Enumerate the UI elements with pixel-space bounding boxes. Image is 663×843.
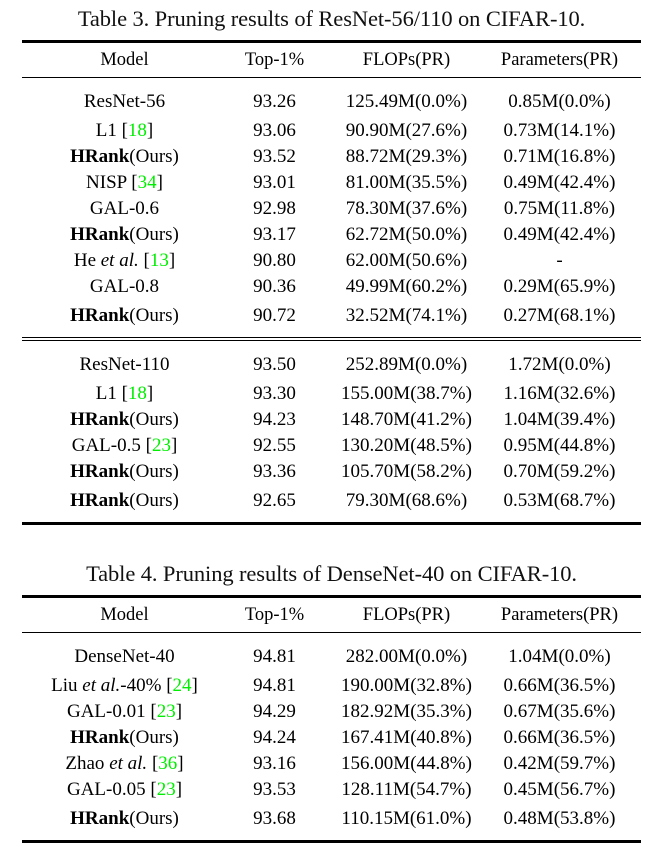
table-row bbox=[29, 777, 635, 803]
cell-flops: 130.20M(48.5%) bbox=[341, 435, 472, 457]
cell-flops: 78.30M(37.6%) bbox=[345, 198, 468, 220]
cell-flops: 125.49M(0.0%) bbox=[345, 91, 468, 113]
table-row bbox=[29, 196, 635, 222]
model-name: NISP bbox=[86, 172, 127, 194]
column-header-top1: Top-1% bbox=[244, 604, 305, 625]
column-header-flops: FLOPs(PR) bbox=[362, 604, 451, 625]
citation-bracket-open: [ bbox=[131, 172, 138, 194]
cell-flops: 190.00M(32.8%) bbox=[341, 675, 472, 697]
citation-bracket-open: [ bbox=[121, 120, 128, 142]
citation-ref[interactable] bbox=[122, 383, 154, 404]
table-4-section-0 bbox=[29, 633, 635, 840]
model-suffix: (Ours) bbox=[129, 489, 179, 511]
model-etal: et al. bbox=[82, 675, 121, 697]
model-name: HRank bbox=[70, 489, 130, 511]
cell-model bbox=[29, 777, 221, 803]
citation-ref[interactable] bbox=[122, 120, 154, 141]
cell-model bbox=[29, 196, 221, 222]
model-name: Zhao bbox=[65, 753, 105, 775]
citation-bracket-close: ] bbox=[175, 701, 183, 723]
cell-params: 1.04M(0.0%) bbox=[508, 646, 611, 668]
model-suffix: (Ours) bbox=[129, 224, 179, 246]
model-name: GAL-0.8 bbox=[89, 276, 160, 298]
cell-top1: 94.23 bbox=[253, 409, 296, 431]
citation-bracket-close: ] bbox=[170, 435, 178, 457]
cell-top1: 94.81 bbox=[253, 646, 296, 668]
cell-params: 0.95M(44.8%) bbox=[503, 435, 616, 457]
cell-params: 1.04M(39.4%) bbox=[503, 409, 616, 431]
cell-model bbox=[29, 485, 221, 522]
table-3-caption: Table 3. Pruning results of ResNet-56/110 on CIFAR-10. bbox=[77, 6, 586, 31]
table-3-section-1 bbox=[29, 341, 635, 522]
table-row bbox=[29, 699, 635, 725]
cell-flops: 62.00M(50.6%) bbox=[345, 250, 468, 272]
table-row bbox=[29, 485, 635, 522]
citation-bracket-close: ] bbox=[156, 172, 163, 194]
cell-model bbox=[29, 673, 221, 699]
citation-ref[interactable] bbox=[152, 753, 184, 774]
model-name: HRank bbox=[70, 409, 130, 431]
citation-bracket-open: [ bbox=[145, 435, 152, 457]
cell-model bbox=[29, 433, 221, 459]
cell-params: 0.42M(59.7%) bbox=[503, 753, 616, 775]
model-name: HRank bbox=[70, 304, 130, 326]
citation-number[interactable]: 36 bbox=[158, 753, 178, 775]
column-header-model: Model bbox=[100, 604, 149, 625]
model-name: HRank bbox=[70, 146, 130, 168]
cell-flops: 88.72M(29.3%) bbox=[345, 146, 468, 168]
cell-params: 1.72M(0.0%) bbox=[508, 354, 611, 376]
model-suffix: (Ours) bbox=[129, 727, 179, 749]
cell-top1: 93.52 bbox=[253, 146, 296, 168]
table-header-row bbox=[29, 43, 635, 77]
model-etal: et al. bbox=[100, 250, 139, 272]
cell-flops: 110.15M(61.0%) bbox=[341, 807, 472, 829]
cell-model bbox=[29, 300, 221, 337]
table-row bbox=[29, 725, 635, 751]
cell-top1: 92.98 bbox=[253, 198, 296, 220]
caption-bottom-spacer bbox=[0, 586, 663, 595]
citation-ref[interactable] bbox=[150, 779, 182, 800]
model-suffix-ratio: -40% bbox=[120, 675, 162, 697]
table-row bbox=[29, 673, 635, 699]
model-name: DenseNet-40 bbox=[74, 646, 175, 668]
cell-top1: 93.50 bbox=[253, 354, 296, 376]
model-suffix: (Ours) bbox=[129, 461, 179, 483]
cell-model bbox=[29, 633, 221, 673]
model-name: HRank bbox=[70, 807, 130, 829]
table-row bbox=[29, 751, 635, 777]
cell-flops: 81.00M(35.5%) bbox=[345, 172, 468, 194]
model-name: GAL-0.5 bbox=[71, 435, 141, 457]
table-row bbox=[29, 144, 635, 170]
cell-model bbox=[29, 118, 221, 144]
cell-model bbox=[29, 341, 221, 381]
column-header-model: Model bbox=[100, 49, 149, 70]
cell-flops: 79.30M(68.6%) bbox=[345, 489, 468, 511]
cell-params: 0.66M(36.5%) bbox=[503, 727, 616, 749]
cell-params: 0.71M(16.8%) bbox=[503, 146, 616, 168]
citation-bracket-close: ] bbox=[191, 675, 198, 697]
cell-flops: 105.70M(58.2%) bbox=[341, 461, 472, 483]
cell-flops: 128.11M(54.7%) bbox=[341, 779, 472, 801]
cell-flops: 282.00M(0.0%) bbox=[345, 646, 468, 668]
citation-bracket-open: [ bbox=[143, 250, 150, 272]
table-header-row bbox=[29, 598, 635, 632]
model-name: HRank bbox=[70, 727, 130, 749]
cell-params: 0.29M(65.9%) bbox=[503, 276, 616, 298]
table-row bbox=[29, 459, 635, 485]
cell-top1: 93.17 bbox=[253, 224, 296, 246]
citation-bracket-close: ] bbox=[168, 250, 176, 272]
citation-number[interactable]: 23 bbox=[156, 779, 176, 801]
citation-number[interactable]: 18 bbox=[127, 120, 147, 142]
citation-ref[interactable] bbox=[144, 250, 176, 271]
citation-number[interactable]: 23 bbox=[151, 435, 171, 457]
table-row bbox=[29, 118, 635, 144]
cell-flops: 32.52M(74.1%) bbox=[345, 304, 468, 326]
model-name: GAL-0.05 bbox=[66, 779, 146, 801]
citation-bracket-open: [ bbox=[166, 675, 173, 697]
cell-params: 0.70M(59.2%) bbox=[503, 461, 616, 483]
cell-top1: 94.81 bbox=[253, 675, 296, 697]
table-spacer bbox=[0, 525, 663, 555]
cell-model bbox=[29, 725, 221, 751]
model-suffix: (Ours) bbox=[129, 146, 179, 168]
citation-bracket-close: ] bbox=[177, 753, 184, 775]
citation-number[interactable]: 18 bbox=[127, 383, 147, 405]
table-row bbox=[29, 341, 635, 381]
table-row bbox=[29, 407, 635, 433]
cell-top1: 93.26 bbox=[253, 91, 296, 113]
model-suffix: (Ours) bbox=[129, 807, 179, 829]
cell-model bbox=[29, 170, 221, 196]
model-name: L1 bbox=[95, 383, 117, 405]
cell-top1: 94.29 bbox=[253, 701, 296, 723]
model-name: ResNet-110 bbox=[79, 354, 170, 376]
cell-params: 0.66M(36.5%) bbox=[503, 675, 616, 697]
cell-params: 0.73M(14.1%) bbox=[503, 120, 616, 142]
citation-number[interactable]: 34 bbox=[137, 172, 157, 194]
cell-flops: 90.90M(27.6%) bbox=[345, 120, 468, 142]
cell-top1: 93.30 bbox=[253, 383, 296, 405]
citation-bracket-close: ] bbox=[146, 120, 154, 142]
cell-top1: 93.01 bbox=[253, 172, 296, 194]
table-row bbox=[29, 274, 635, 300]
table-row bbox=[29, 433, 635, 459]
cell-top1: 90.72 bbox=[253, 304, 296, 326]
model-etal: et al. bbox=[109, 753, 148, 775]
citation-bracket-close: ] bbox=[175, 779, 183, 801]
model-name: HRank bbox=[70, 224, 130, 246]
cell-model bbox=[29, 699, 221, 725]
cell-top1: 93.36 bbox=[253, 461, 296, 483]
citation-number[interactable]: 13 bbox=[149, 250, 169, 272]
cell-model bbox=[29, 144, 221, 170]
cell-params: 0.67M(35.6%) bbox=[503, 701, 616, 723]
table-4-grid bbox=[29, 598, 635, 632]
citation-bracket-open: [ bbox=[151, 753, 159, 775]
citation-ref[interactable] bbox=[131, 172, 163, 193]
table-3-grid bbox=[29, 43, 635, 77]
table-row bbox=[29, 78, 635, 118]
column-header-params: Parameters(PR) bbox=[500, 604, 619, 625]
table-row bbox=[29, 222, 635, 248]
cell-model bbox=[29, 803, 221, 840]
cell-flops: 49.99M(60.2%) bbox=[345, 276, 468, 298]
table-row bbox=[29, 381, 635, 407]
cell-params: 0.49M(42.4%) bbox=[503, 224, 616, 246]
cell-model bbox=[29, 751, 221, 777]
table-row bbox=[29, 170, 635, 196]
cell-params: 1.16M(32.6%) bbox=[503, 383, 616, 405]
model-name: HRank bbox=[70, 461, 130, 483]
table-4-caption: Table 4. Pruning results of DenseNet-40 on CIFAR-10. bbox=[86, 561, 577, 587]
cell-top1: 92.65 bbox=[253, 489, 296, 511]
model-name: GAL-0.6 bbox=[89, 198, 160, 220]
citation-bracket-close: ] bbox=[146, 383, 154, 405]
column-header-params: Parameters(PR) bbox=[500, 49, 619, 70]
cell-flops: 155.00M(38.7%) bbox=[341, 383, 472, 405]
citation-bracket-open: [ bbox=[121, 383, 128, 405]
cell-params: 0.85M(0.0%) bbox=[508, 91, 611, 113]
cell-top1: 93.53 bbox=[253, 779, 296, 801]
cell-flops: 148.70M(41.2%) bbox=[341, 409, 472, 431]
citation-number[interactable]: 24 bbox=[172, 675, 192, 697]
model-name: GAL-0.01 bbox=[66, 701, 146, 723]
cell-top1: 92.55 bbox=[253, 435, 296, 457]
cell-flops: 156.00M(44.8%) bbox=[341, 753, 472, 775]
model-name: He bbox=[73, 250, 96, 272]
model-name: ResNet-56 bbox=[83, 91, 166, 113]
cell-params: 0.75M(11.8%) bbox=[503, 198, 616, 220]
cell-model bbox=[29, 78, 221, 118]
caption-bottom-spacer bbox=[0, 31, 663, 40]
cell-params: - bbox=[556, 250, 563, 272]
cell-top1: 93.06 bbox=[253, 120, 296, 142]
citation-bracket-open: [ bbox=[150, 779, 157, 801]
cell-top1: 90.36 bbox=[253, 276, 296, 298]
cell-top1: 93.68 bbox=[253, 807, 296, 829]
cell-params: 0.49M(42.4%) bbox=[503, 172, 616, 194]
cell-flops: 252.89M(0.0%) bbox=[345, 354, 468, 376]
cell-top1: 94.24 bbox=[253, 727, 296, 749]
citation-ref[interactable] bbox=[150, 701, 182, 722]
table-3-section-0 bbox=[29, 78, 635, 337]
cell-model bbox=[29, 407, 221, 433]
cell-model bbox=[29, 222, 221, 248]
citation-ref[interactable] bbox=[146, 435, 178, 456]
cell-top1: 93.16 bbox=[253, 753, 296, 775]
column-header-flops: FLOPs(PR) bbox=[362, 49, 451, 70]
model-name: Liu bbox=[51, 675, 78, 697]
table-row bbox=[29, 633, 635, 673]
table-row bbox=[29, 803, 635, 840]
cell-model bbox=[29, 381, 221, 407]
column-header-top1: Top-1% bbox=[244, 49, 305, 70]
model-suffix: (Ours) bbox=[129, 409, 179, 431]
model-suffix: (Ours) bbox=[129, 304, 179, 326]
cell-params: 0.45M(56.7%) bbox=[503, 779, 616, 801]
cell-params: 0.27M(68.1%) bbox=[503, 304, 616, 326]
table-4 bbox=[0, 525, 663, 843]
cell-top1: 90.80 bbox=[253, 250, 296, 272]
citation-bracket-open: [ bbox=[150, 701, 157, 723]
cell-model bbox=[29, 459, 221, 485]
cell-params: 0.48M(53.8%) bbox=[503, 807, 616, 829]
cell-params: 0.53M(68.7%) bbox=[503, 489, 616, 511]
table-row bbox=[29, 248, 635, 274]
model-name: L1 bbox=[95, 120, 117, 142]
table-row bbox=[29, 300, 635, 337]
cell-flops: 167.41M(40.8%) bbox=[341, 727, 472, 749]
cell-flops: 182.92M(35.3%) bbox=[341, 701, 472, 723]
cell-model bbox=[29, 248, 221, 274]
cell-model bbox=[29, 274, 221, 300]
cell-flops: 62.72M(50.0%) bbox=[345, 224, 468, 246]
citation-ref[interactable] bbox=[166, 675, 198, 696]
citation-number[interactable]: 23 bbox=[156, 701, 176, 723]
